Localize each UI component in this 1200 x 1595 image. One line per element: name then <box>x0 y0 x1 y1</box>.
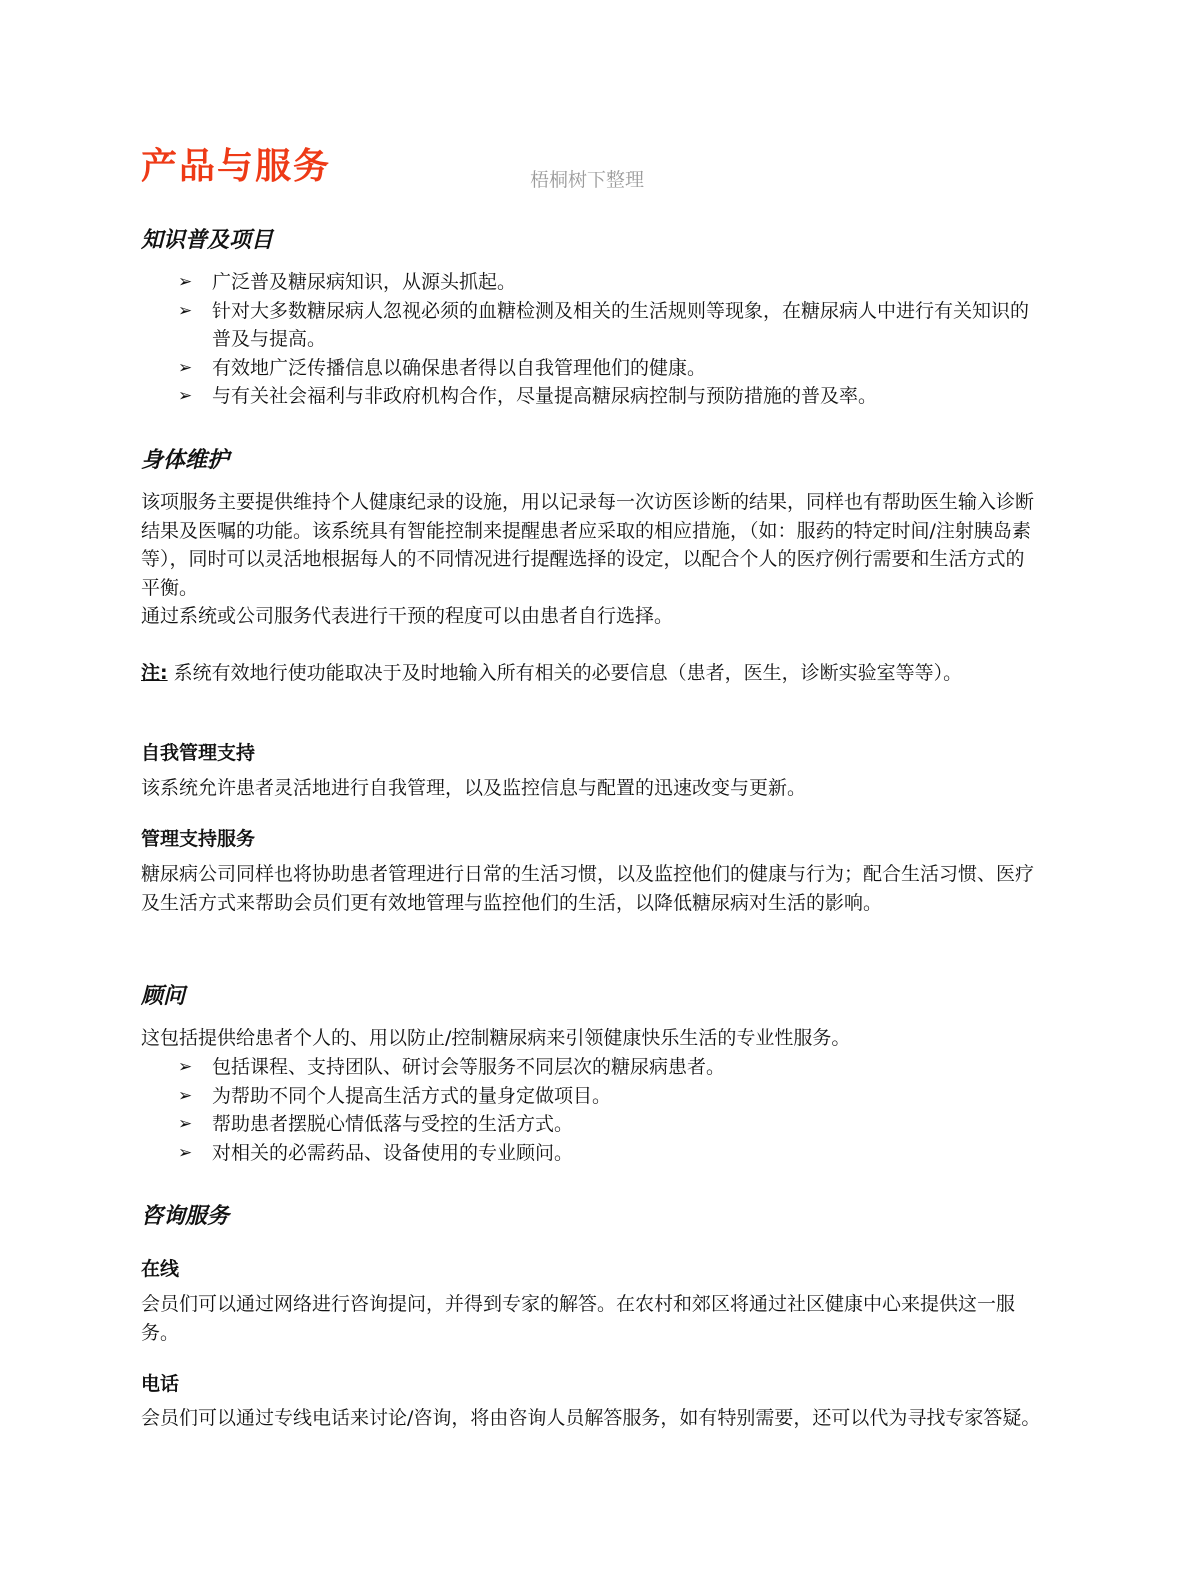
management-support-text: 糖尿病公司同样也将协助患者管理进行日常的生活习惯，以及监控他们的健康与行为；配合生活习惯、医疗及生活方式来帮助会员们更有效地管理与监控他们的生活，以降低糖尿病对生活的影响。 <box>141 863 1035 914</box>
section-heading-advisor: 顾问 <box>141 984 186 1009</box>
arrow-bullet-icon: ➢ <box>178 1085 193 1106</box>
list-item-text: 与有关社会福利与非政府机构合作，尽量提高糖尿病控制与预防措施的普及率。 <box>212 385 878 407</box>
list-item-text: 为帮助不同个人提高生活方式的量身定做项目。 <box>212 1084 612 1107</box>
advisor-bullet-list <box>172 1053 1032 1167</box>
list-item <box>172 382 1032 411</box>
list-item-text: 包括课程、支持团队、研讨会等服务不同层次的糖尿病患者。 <box>212 1056 726 1078</box>
arrow-bullet-icon: ➢ <box>178 1057 193 1077</box>
watermark-text: 梧桐树下整理 <box>530 169 645 191</box>
list-item <box>172 1053 1032 1082</box>
subsection-heading-phone: 电话 <box>141 1373 180 1395</box>
list-item <box>172 1139 1032 1168</box>
arrow-bullet-icon: ➢ <box>178 357 193 378</box>
note-label: 注: <box>141 662 168 684</box>
section-heading-self-management: 自我管理支持 <box>141 742 256 764</box>
advisor-text: 这包括提供给患者个人的、用以防止/控制糖尿病来引领健康快乐生活的专业性服务。 <box>141 1027 851 1049</box>
arrow-bullet-icon: ➢ <box>178 1142 193 1163</box>
online-service-text: 会员们可以通过网络进行咨询提问，并得到专家的解答。在农村和郊区将通过社区健康中心来提供这一服务。 <box>141 1293 1016 1344</box>
section-heading-management-support: 管理支持服务 <box>141 828 256 850</box>
arrow-bullet-icon: ➢ <box>178 272 193 292</box>
list-item-text: 有效地广泛传播信息以确保患者得以自我管理他们的健康。 <box>212 356 707 379</box>
body-care-note <box>141 659 1041 688</box>
arrow-bullet-icon: ➢ <box>178 300 193 321</box>
subsection-heading-online: 在线 <box>141 1258 180 1280</box>
section-heading-body-care: 身体维护 <box>141 448 230 473</box>
list-item-text: 帮助患者摆脱心情低落与受控的生活方式。 <box>212 1113 574 1135</box>
arrow-bullet-icon: ➢ <box>178 386 193 406</box>
arrow-bullet-icon: ➢ <box>178 1114 193 1134</box>
list-item <box>172 354 1032 383</box>
section-heading-knowledge: 知识普及项目 <box>141 228 274 253</box>
list-item <box>172 297 1032 354</box>
list-item-text: 广泛普及糖尿病知识，从源头抓起。 <box>212 271 517 293</box>
list-item <box>172 1110 1032 1139</box>
self-management-text: 该系统允许患者灵活地进行自我管理，以及监控信息与配置的迅速改变与更新。 <box>141 777 807 799</box>
page-title: 产品与服务 <box>141 146 332 187</box>
section-heading-consulting: 咨询服务 <box>141 1204 230 1229</box>
phone-service-text: 会员们可以通过专线电话来讨论/咨询，将由咨询人员解答服务，如有特别需要，还可以代为寻找专家答疑。 <box>141 1407 1041 1429</box>
body-care-paragraph-2: 通过系统或公司服务代表进行干预的程度可以由患者自行选择。 <box>141 605 674 627</box>
note-text: 系统有效地行使功能取决于及时地输入所有相关的必要信息（患者，医生，诊断实验室等等）。 <box>167 662 963 684</box>
list-item <box>172 1082 1032 1111</box>
body-care-paragraph: 该项服务主要提供维持个人健康纪录的设施，用以记录每一次访医诊断的结果，同样也有帮助医生输入诊断结果及医嘱的功能。该系统具有智能控制来提醒患者应采取的相应措施，（如：服药的特定时间/注射胰岛素等），同时可以灵活地根据每人的不同情况进行提醒选择的设定，以配合个人的医疗例行需要和生活方式的平衡。 <box>141 491 1035 599</box>
list-item-text: 对相关的必需药品、设备使用的专业顾问。 <box>212 1141 574 1164</box>
list-item-text: 针对大多数糖尿病人忽视必须的血糖检测及相关的生活规则等现象，在糖尿病人中进行有关知识的普及与提高。 <box>212 299 1030 350</box>
list-item <box>172 268 1032 297</box>
knowledge-bullet-list <box>172 268 1032 411</box>
